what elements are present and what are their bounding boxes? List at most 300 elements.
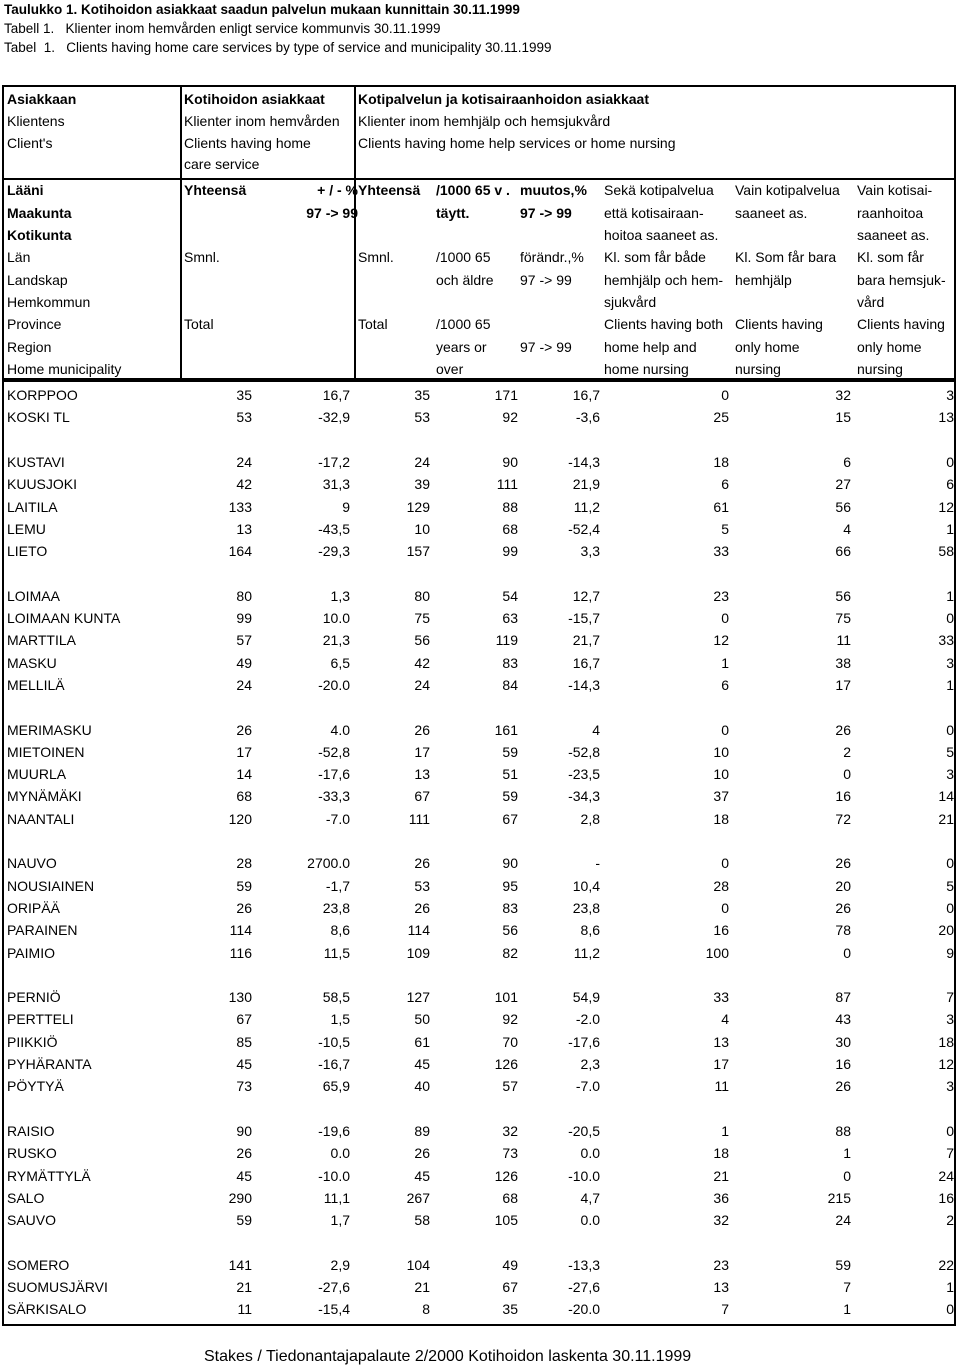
header-c3-label: Smnl. [358,249,394,265]
table-cell: 16 [835,788,851,805]
table-cell: 13 [236,520,252,537]
table-cell: 88 [835,1122,851,1139]
header-c8-label: Vain kotisai- [857,182,933,198]
table-cell: 0 [946,610,954,626]
table-cell: 40 [414,1078,430,1095]
table-cell: 2700.0 [307,855,350,872]
table-cell: 54,9 [572,989,600,1006]
header-c5-label: muutos,% [520,182,587,198]
header-c8-label: Clients having [857,316,945,332]
municipality-name: SOMERO [7,1256,70,1273]
table-cell: 126 [494,1056,518,1072]
table-cell: 92 [502,409,518,426]
table-cell: 25 [713,409,729,426]
table-cell: 73 [502,1145,518,1162]
table-cell: 26 [236,899,252,916]
municipality-name: SALO [7,1189,45,1206]
header-c7-label: hemhjälp [735,272,792,288]
header-c8-label: only home [857,339,922,355]
header-home-help-label: Clients having home help services or home nursing [358,135,676,151]
table-cell: 21 [236,1279,252,1295]
table-cell: 72 [835,810,851,827]
municipality-name: NAUVO [7,855,57,872]
table-cell: 1 [946,676,954,693]
table-cell: -20,5 [568,1122,600,1139]
table-cell: 0.0 [330,1145,350,1162]
table-cell: 67 [502,810,518,827]
table-cell: 120 [228,810,252,827]
table-cell: -43,5 [318,520,350,537]
header-c5-label: 97 -> 99 [520,205,572,221]
header-client-label: Klientens [7,113,65,129]
header-c8-label: nursing [857,361,903,377]
table-cell: 4,7 [580,1189,600,1206]
table-cell: 1 [843,1301,851,1318]
table-cell: 23,8 [572,899,600,916]
title-line: Tabell 1. Klienter inom hemvården enligt service kommunvis 30.11.1999 [4,21,441,36]
table-cell: 37 [713,788,729,805]
table-cell: 99 [502,543,518,560]
table-cell: 0 [946,855,954,872]
table-cell: 59 [502,788,518,805]
header-c4-label: over [436,361,464,377]
table-cell: 3 [946,766,954,783]
table-cell: 75 [835,610,851,626]
header-region-label: Home municipality [7,361,122,377]
table-cell: 83 [502,654,518,671]
table-cell: 24 [236,676,252,693]
table-cell: 1 [946,520,954,537]
table-cell: 11 [237,1301,252,1318]
table-cell: 0 [721,387,729,403]
table-cell: 80 [236,587,252,604]
municipality-name: RYMÄTTYLÄ [7,1167,91,1184]
table-cell: -14,3 [568,453,600,470]
municipality-name: LAITILA [7,498,58,515]
table-cell: 73 [236,1078,252,1095]
table-cell: -20.0 [318,676,350,693]
table-cell: 114 [407,922,430,939]
municipality-name: PYHÄRANTA [7,1056,92,1072]
table-cell: 21 [938,810,954,827]
table-cell: 59 [236,877,252,894]
header-home-help-label: Klienter inom hemhjälp och hemsjukvård [358,113,611,129]
table-cell: 9 [342,498,350,515]
header-c4-label: years or [436,339,487,355]
table-cell: 21,7 [572,632,600,649]
table-cell: 68 [236,788,252,805]
table-cell: 18 [713,1145,729,1162]
header-c4-label: /1000 65 v . [436,182,510,198]
table-cell: 26 [835,721,851,738]
table-cell: -10.0 [568,1167,600,1184]
municipality-name: SAUVO [7,1212,57,1229]
table-cell: 58,5 [322,989,350,1006]
table-cell: 35 [502,1301,518,1318]
table-cell: 6 [721,676,729,693]
table-cell: 133 [228,498,252,515]
header-c3-label: Total [358,316,388,332]
table-cell: 88 [502,498,518,515]
header-c7-label: Kl. Som får bara [735,249,837,265]
table-cell: 36 [713,1189,729,1206]
table-cell: 130 [228,989,252,1006]
table-cell: -15,4 [318,1301,350,1318]
table-cell: 105 [494,1212,518,1229]
municipality-name: PERNIÖ [7,989,61,1006]
table-cell: 24 [414,676,430,693]
table-cell: 6 [946,476,954,493]
table-cell: 6,5 [330,654,350,671]
municipality-name: LIETO [7,543,48,560]
table-cell: 39 [414,476,430,493]
header-client-label: Asiakkaan [7,91,77,107]
table-cell: 127 [406,989,430,1006]
table-cell: 15 [835,409,851,426]
table-cell: 58 [414,1212,430,1229]
municipality-name: KUSTAVI [7,453,65,470]
table-cell: -52,8 [568,743,600,760]
header-c6-label: Clients having both [604,316,724,332]
table-cell: 18 [713,810,729,827]
header-c6-label: Sekä kotipalvelua [604,182,714,198]
header-c6-label: Kl. som får både [604,249,706,265]
table-cell: 26 [835,899,851,916]
header-c7-label: Clients having [735,316,823,332]
table-cell: 267 [406,1189,430,1206]
table-cell: -17,6 [568,1033,600,1050]
table-cell: 2,8 [580,810,600,827]
table-cell: 85 [236,1033,252,1050]
table-cell: -17,2 [318,453,350,470]
table-cell: -27,6 [318,1279,350,1295]
table-cell: 49 [236,654,252,671]
table-cell: 2,3 [580,1056,600,1072]
table-cell: 56 [502,922,518,939]
table-cell: 18 [938,1033,954,1050]
header-home-care-label: care service [184,156,260,172]
title-line: Taulukko 1. Kotihoidon asiakkaat saadun palvelun mukaan kunnittain 30.11.1999 [4,2,520,17]
table-cell: 3,3 [580,543,600,560]
table-cell: 9 [946,944,954,961]
municipality-name: NAANTALI [7,810,75,827]
table-cell: 2,9 [330,1256,350,1273]
municipality-name: NOUSIAINEN [7,877,95,894]
table-cell: 45 [236,1056,252,1072]
header-region-label: Region [7,339,52,355]
header-region-label: Lääni [7,182,44,198]
table-cell: 141 [228,1256,252,1273]
table-cell: 53 [414,409,430,426]
header-c6-label: että kotisairaan- [604,205,704,221]
municipality-name: PAIMIO [7,944,55,961]
table-cell: 1,5 [330,1011,350,1028]
table-cell: 8,6 [580,922,600,939]
table-cell: 10 [713,766,729,783]
table-cell: 24 [835,1212,851,1229]
table-cell: 109 [406,944,430,961]
table-cell: -32,9 [318,409,350,426]
header-c4-label: täytt. [436,205,470,221]
header-c1-label: Yhteensä [184,182,247,198]
municipality-name: PIIKKIÖ [7,1033,58,1050]
table-cell: 1 [843,1145,851,1162]
table-cell: 116 [229,944,252,961]
table-cell: 70 [502,1033,518,1050]
table-cell: 68 [502,1189,518,1206]
header-c5-label: 97 -> 99 [520,272,572,288]
table-cell: 50 [414,1011,430,1028]
municipality-name: MERIMASKU [7,721,92,738]
table-cell: 90 [502,855,518,872]
municipality-name: PÖYTYÄ [7,1078,64,1095]
table-cell: 1 [946,587,954,604]
table-cell: 3 [946,654,954,671]
table-cell: -33,3 [318,788,350,805]
table-cell: 23,8 [322,899,350,916]
header-frame [2,85,956,380]
table-cell: 215 [827,1189,851,1206]
table-cell: 63 [502,610,518,626]
table-cell: 1 [721,654,729,671]
table-cell: 16,7 [322,387,350,403]
header-c6-label: home nursing [604,361,689,377]
table-cell: 45 [414,1056,430,1072]
table-cell: 16,7 [572,654,600,671]
table-cell: 21,9 [572,476,600,493]
title-line: Tabel 1. Clients having home care services by type of service and municipality 30.11.1999 [4,40,552,55]
table-cell: 59 [502,743,518,760]
table-cell: 0 [946,1122,954,1139]
table-cell: 92 [502,1011,518,1028]
table-cell: 67 [236,1011,252,1028]
header-c2-label: + / - % [317,182,358,198]
footer-text: Stakes / Tiedonantajapalaute 2/2000 Kotihoidon laskenta 30.11.1999 [204,1348,692,1365]
table-cell: 13 [414,766,430,783]
table-cell: 0.0 [580,1212,600,1229]
table-cell: 87 [835,989,851,1006]
table-cell: 33 [938,632,954,649]
header-home-care-label: Kotihoidon asiakkaat [184,91,325,107]
table-cell: 90 [502,453,518,470]
table-cell: 0.0 [580,1145,600,1162]
table-cell: 13 [713,1279,729,1295]
table-cell: 51 [502,766,518,783]
table-cell: 31,3 [322,476,350,493]
header-region-label: Landskap [7,272,68,288]
table-cell: 7 [946,989,954,1006]
table-cell: 104 [406,1256,430,1273]
table-cell: 35 [236,387,252,403]
header-c7-label: nursing [735,361,781,377]
table-cell: 27 [835,476,851,493]
table-cell: 26 [414,899,430,916]
table-cell: 4 [592,721,600,738]
table-cell: 114 [229,922,252,939]
table-cell: 61 [414,1033,430,1050]
table-cell: 26 [236,721,252,738]
table-cell: 119 [495,632,518,649]
table-cell: -19,6 [318,1122,350,1139]
table-cell: 16,7 [572,387,600,403]
table-cell: 95 [502,877,518,894]
header-home-care-label: Klienter inom hemvården [184,113,340,129]
table-cell: 16 [713,922,729,939]
table-cell: -3,6 [575,409,600,426]
table-cell: 42 [414,654,430,671]
table-cell: 16 [835,1056,851,1072]
header-c4-label: /1000 65 [436,249,491,265]
table-cell: 157 [406,543,430,560]
municipality-name: KORPPOO [7,387,78,403]
table-cell: 171 [494,387,518,403]
table-cell: 1,3 [330,587,350,604]
table-cell: -52,4 [568,520,600,537]
table-cell: 78 [835,922,851,939]
table-cell: 17 [414,743,430,760]
header-c4-label: och äldre [436,272,494,288]
table-cell: 8,6 [330,922,350,939]
header-region-label: Maakunta [7,205,72,221]
table-cell: 0 [946,453,954,470]
table-cell: 0 [843,1167,851,1184]
table-cell: 23 [713,587,729,604]
table-cell: 26 [835,855,851,872]
table-cell: -23,5 [568,766,600,783]
table-cell: 90 [236,1122,252,1139]
table-cell: 7 [946,1145,954,1162]
municipality-name: KUUSJOKI [7,476,78,493]
municipality-name: ORIPÄÄ [7,899,60,916]
municipality-name: MELLILÄ [7,676,65,693]
header-c4-label: /1000 65 [436,316,491,332]
header-region-label: Kotikunta [7,227,72,243]
header-c1-label: Smnl. [184,249,220,265]
table-cell: 12 [713,632,729,649]
table-cell: 4 [721,1011,729,1028]
table-cell: 56 [835,498,851,515]
table-cell: 58 [938,543,954,560]
table-cell: 8 [422,1301,430,1318]
table-cell: 11,5 [323,944,350,961]
table-cell: -34,3 [568,788,600,805]
municipality-name: MIETOINEN [7,743,85,760]
table-cell: 1 [721,1122,729,1139]
header-c7-label: only home [735,339,800,355]
table-cell: 45 [236,1167,252,1184]
table-cell: 11,2 [573,944,600,961]
table-cell: - [595,855,600,872]
table-cell: -10,5 [318,1033,350,1050]
table-cell: 126 [494,1167,518,1184]
table-cell: 0 [721,855,729,872]
table-cell: 61 [713,498,729,515]
table-cell: 111 [408,810,430,827]
table-cell: 24 [938,1167,954,1184]
table-cell: 35 [414,387,430,403]
table-cell: 32 [713,1212,729,1229]
table-cell: 65,9 [322,1078,350,1095]
header-c2-label: 97 -> 99 [306,205,358,221]
header-c8-label: Kl. som får [857,249,924,265]
table-cell: -29,3 [318,543,350,560]
header-c6-label: sjukvård [604,294,657,310]
table-cell: 0 [946,899,954,916]
table-cell: 53 [414,877,430,894]
header-region-label: Län [7,249,31,265]
table-cell: 43 [835,1011,851,1028]
table-cell: 10 [414,520,430,537]
table-cell: -15,7 [568,610,600,626]
municipality-name: SÄRKISALO [7,1301,87,1318]
table-cell: 28 [713,877,729,894]
municipality-name: MASKU [7,654,57,671]
table-cell: -2.0 [575,1011,600,1028]
table-cell: 3 [946,1078,954,1095]
table-cell: 26 [835,1078,851,1095]
header-region-label: Hemkommun [7,294,91,310]
table-cell: 57 [236,632,252,649]
municipality-name: KOSKI TL [7,409,70,426]
table-cell: 84 [502,676,518,693]
table-cell: 6 [721,476,729,493]
table-cell: 7 [843,1279,851,1295]
header-c8-label: saaneet as. [857,227,930,243]
municipality-name: PARAINEN [7,922,78,939]
table-cell: 57 [502,1078,518,1095]
table-cell: -27,6 [568,1279,600,1295]
table-cell: 13 [713,1033,729,1050]
table-cell: 11 [836,632,851,649]
table-cell: 59 [835,1256,851,1273]
table-cell: 13 [938,409,954,426]
table-cell: 80 [414,587,430,604]
header-region-label: Province [7,316,62,332]
table-cell: 54 [502,587,518,604]
table-cell: 11 [714,1078,729,1095]
table-cell: 5 [946,743,954,760]
table-cell: 21 [713,1167,729,1184]
header-client-label: Client's [7,135,53,151]
municipality-name: LOIMAA [7,587,60,604]
table-cell: 67 [502,1279,518,1295]
table-cell: 75 [414,610,430,626]
table-cell: 0 [721,899,729,916]
table-cell: 32 [502,1122,518,1139]
table-cell: 2 [843,743,851,760]
table-cell: 111 [496,476,518,493]
table-cell: 26 [414,855,430,872]
header-c5-label: förändr.,% [520,249,584,265]
header-c6-label: hemhjälp och hem- [604,272,724,288]
table-cell: 0 [946,721,954,738]
table-cell: 38 [835,654,851,671]
table-cell: 100 [705,944,729,961]
table-cell: 24 [236,453,252,470]
table-cell: 68 [502,520,518,537]
header-c6-label: hoitoa saaneet as. [604,227,719,243]
table-cell: 1,7 [330,1212,350,1229]
table-cell: 56 [835,587,851,604]
municipality-name: MARTTILA [7,632,76,649]
table-cell: 2 [946,1212,954,1229]
table-cell: 7 [721,1301,729,1318]
municipality-name: MUURLA [7,766,67,783]
table-cell: 24 [414,453,430,470]
table-cell: 0 [721,721,729,738]
table-cell: 0 [843,944,851,961]
table-cell: 11,1 [323,1189,350,1206]
